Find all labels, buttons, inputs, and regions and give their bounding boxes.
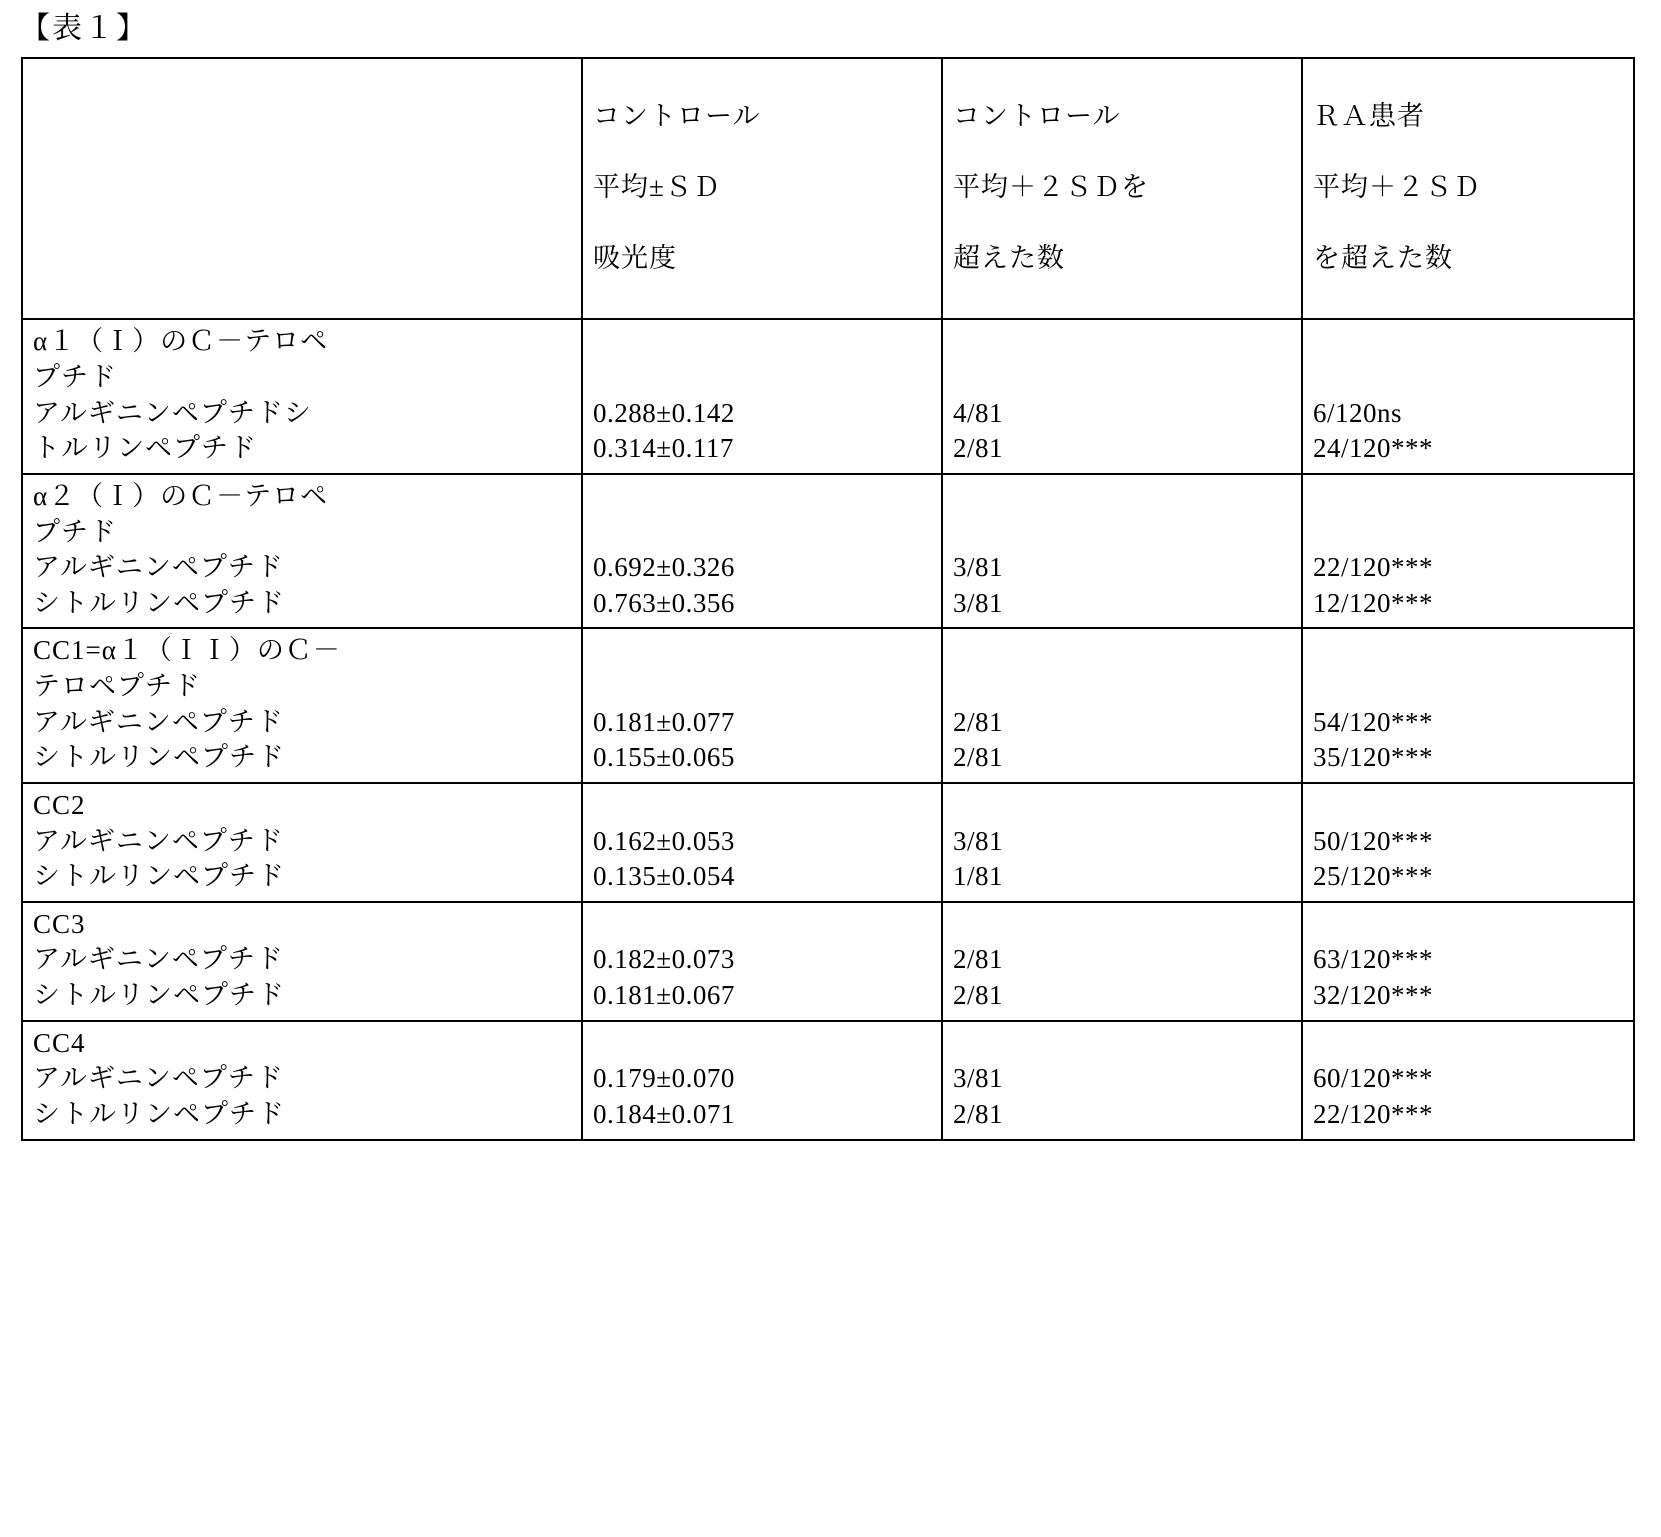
row-label-line: シトルリンペプチド [33,980,285,1010]
control-mean-cell-line: 0.181±0.067 [593,980,735,1010]
ra-count-cell-line: 6/120ns [1313,397,1403,428]
row-label-cell [22,474,582,629]
ra-count-cell-line: 22/120*** [1313,552,1434,583]
control-count-cell-line: 2/81 [953,944,1004,975]
control-count-cell [942,474,1302,629]
control-mean-cell [582,474,942,629]
control-count-cell-line: 2/81 [953,433,1004,464]
header-line: コントロール [953,100,1121,131]
header-line: 平均＋２ＳＤを [953,171,1149,202]
row-label-line: アルギニンペプチド [33,706,284,737]
control-mean-cell [582,319,942,474]
row-label-line: α１（Ｉ）のＣ－テロペ [33,326,329,357]
row-label-line: テロペプチド [33,671,201,701]
control-count-cell-line: 4/81 [953,397,1004,428]
ra-count-cell-line: 25/120*** [1313,861,1434,892]
row-label-line: プチド [33,362,117,392]
row-label-line: アルギニンペプチド [33,944,284,975]
ra-count-cell [1302,783,1634,902]
control-mean-cell-line: 0.155±0.065 [593,742,735,773]
table-row [22,902,1634,1021]
header-line: 平均＋２ＳＤ [1313,171,1481,202]
row-label-line: アルギニンペプチド [33,825,284,856]
control-count-cell [942,628,1302,783]
ra-count-cell-line: 35/120*** [1313,742,1434,773]
control-mean-cell-line: 0.692±0.326 [593,552,735,583]
header-cell-control-count [942,58,1302,319]
row-label-line: CC2 [33,789,86,820]
row-label-line: α２（Ｉ）のＣ－テロペ [33,480,329,511]
header-cell-item [22,58,582,319]
row-label-line: CC3 [33,908,86,939]
row-label-line: トルリンペプチド [33,433,257,464]
row-label-line: プチド [33,516,117,547]
control-mean-cell-line: 0.288±0.142 [593,397,735,428]
results-table [21,57,1635,1141]
control-count-cell-line: 3/81 [953,552,1004,583]
control-count-cell-line: 3/81 [953,587,1004,618]
row-label-line: シトルリンペプチド [33,742,285,773]
control-count-cell [942,319,1302,474]
ra-count-cell [1302,628,1634,783]
ra-count-cell [1302,1021,1634,1140]
row-label-cell [22,1021,582,1140]
row-label-line: シトルリンペプチド [33,1098,285,1129]
header-line: コントロール [593,100,761,131]
row-label-line: シトルリンペプチド [33,861,285,892]
ra-count-cell [1302,902,1634,1021]
header-line: 平均±ＳＤ [593,171,721,202]
ra-count-cell-line: 60/120*** [1313,1063,1434,1094]
control-mean-cell-line: 0.179±0.070 [593,1063,735,1094]
control-count-cell-line: 3/81 [953,825,1004,856]
header-cell-control-mean [582,58,942,319]
row-label-cell [22,319,582,474]
table-body [22,319,1634,1139]
table-header [22,58,1634,319]
control-mean-cell-line: 0.162±0.053 [593,825,735,856]
table-header-row [22,58,1634,319]
header-line: を超えた数 [1313,243,1453,274]
header-line: ＲＡ患者 [1313,100,1425,131]
row-label-line: アルギニンペプチドシ [33,397,312,428]
row-label-line: シトルリンペプチド [33,587,285,618]
ra-count-cell-line: 54/120*** [1313,706,1434,737]
header-line: 吸光度 [593,243,677,274]
row-label-cell [22,902,582,1021]
control-mean-cell-line: 0.135±0.054 [593,861,735,892]
control-mean-cell [582,902,942,1021]
table-row [22,474,1634,629]
control-count-cell-line: 2/81 [953,706,1004,737]
control-count-cell [942,902,1302,1021]
ra-count-cell-line: 12/120*** [1313,587,1434,618]
control-count-cell-line: 2/81 [953,1098,1004,1129]
ra-count-cell [1302,474,1634,629]
ra-count-cell-line: 24/120*** [1313,433,1434,464]
control-count-cell-line: 1/81 [953,861,1004,892]
control-mean-cell [582,783,942,902]
control-count-cell-line: 3/81 [953,1063,1004,1094]
row-label-line: CC1=α１（ＩＩ）のＣ－ [33,635,341,666]
header-cell-ra-count [1302,58,1634,319]
control-count-cell [942,1021,1302,1140]
row-label-line: アルギニンペプチド [33,1063,284,1094]
control-mean-cell-line: 0.314±0.117 [593,433,734,464]
control-count-cell-line: 2/81 [953,742,1004,773]
ra-count-cell-line: 63/120*** [1313,944,1434,975]
control-mean-cell-line: 0.181±0.077 [593,706,735,737]
table-row [22,1021,1634,1140]
ra-count-cell-line: 50/120*** [1313,825,1434,856]
control-mean-cell [582,628,942,783]
control-count-cell [942,783,1302,902]
table-caption: 【表１】 [20,12,148,45]
ra-count-cell-line: 32/120*** [1313,980,1434,1010]
control-mean-cell-line: 0.182±0.073 [593,944,735,975]
ra-count-cell-line: 22/120*** [1313,1098,1434,1129]
table-row [22,319,1634,474]
control-mean-cell-line: 0.763±0.356 [593,587,735,618]
row-label-cell [22,628,582,783]
control-count-cell-line: 2/81 [953,980,1004,1010]
control-mean-cell [582,1021,942,1140]
ra-count-cell [1302,319,1634,474]
header-line: 超えた数 [953,243,1065,274]
row-label-line: CC4 [33,1027,86,1058]
table-row [22,783,1634,902]
table-row [22,628,1634,783]
row-label-cell [22,783,582,902]
control-mean-cell-line: 0.184±0.071 [593,1098,735,1129]
row-label-line: アルギニンペプチド [33,552,284,583]
